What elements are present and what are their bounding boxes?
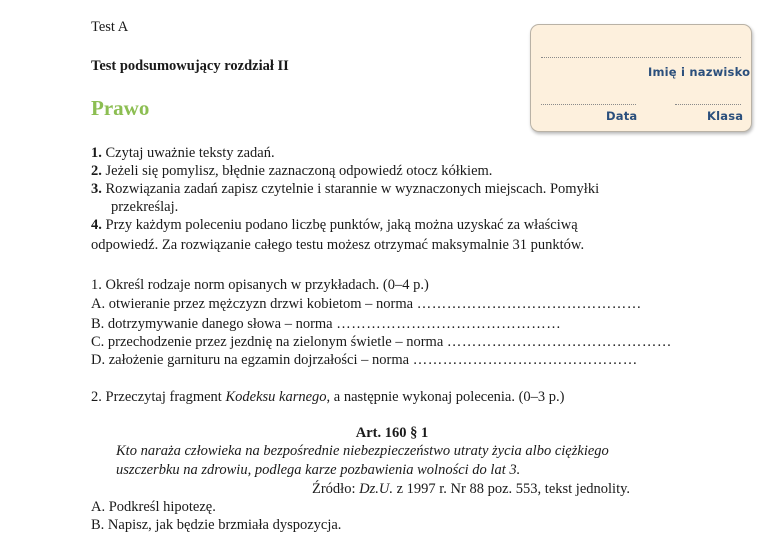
instruction-number: 2. [91,163,102,179]
article-quote-line-1: Kto naraża człowieka na bezpośrednie niebezpieczeństwo utraty życia albo ciężkiego [116,443,609,459]
test-label: Test A [91,19,129,35]
name-label: Imię i nazwisko [648,65,751,79]
name-box [530,24,752,132]
instruction-text: Przy każdym poleceniu podano liczbę punktów, jaką można uzyskać za właściwą [105,217,578,233]
subtask-a: A. Podkreśl hipotezę. [91,499,216,515]
task1-item-label: B. dotrzymywanie danego słowa – norma [91,316,333,332]
answer-blank[interactable]: ……………………………………… [336,316,562,332]
task1-item [91,296,642,313]
article-title: Art. 160 § 1 [355,425,429,441]
source-label: Źródło: [312,481,360,497]
task1-item-label: D. założenie garnituru na egzamin dojrzałości – norma [91,352,410,368]
instruction-text: Jeżeli się pomylisz, błędnie zaznaczoną odpowiedź otocz kółkiem. [105,163,493,179]
task1-item [91,316,561,333]
task2-prompt-text: 2. Przeczytaj fragment [91,389,226,405]
instruction-number: 3. [91,181,102,197]
task1-item-label: A. otwieranie przez mężczyzn drzwi kobietom – norma [91,296,414,312]
class-label: Klasa [707,109,744,123]
article-quote-line-2: uszczerbku na zdrowiu, podlega karze pozbawienia wolności do lat 3. [116,462,521,478]
task1-item [91,334,672,351]
subtask-b: B. Napisz, jak będzie brzmiała dyspozycja. [91,517,342,533]
instruction-text-continued: przekreślaj. [111,199,179,215]
answer-blank[interactable]: ……………………………………… [416,296,642,312]
task1-item-label: C. przechodzenie przez jezdnię na zielonym świetle – norma [91,334,444,350]
instruction-item [91,145,275,162]
section-title: Prawo [91,96,150,120]
instruction-item [91,217,578,234]
source-details: z 1997 r. Nr 88 poz. 553, tekst jednolity. [392,481,631,497]
task1-item [91,352,638,369]
article-source [312,481,630,498]
instruction-number: 4. [91,217,102,233]
instruction-text-continued: odpowiedź. Za rozwiązanie całego testu możesz otrzymać maksymalnie 31 punktów. [91,237,585,253]
instruction-item [91,163,492,180]
instruction-text: Czytaj uważnie teksty zadań. [105,145,275,161]
test-title: Test podsumowujący rozdział II [91,58,289,74]
answer-blank[interactable]: ……………………………………… [412,352,638,368]
answer-blank[interactable]: ……………………………………… [446,334,672,350]
instruction-item [91,181,599,198]
task1-prompt: 1. Określ rodzaje norm opisanych w przykładach. (0–4 p.) [91,277,429,293]
instruction-number: 1. [91,145,102,161]
task2-prompt [91,389,565,406]
date-line[interactable] [541,104,636,105]
source-journal: Dz.U. [359,481,393,497]
task2-prompt-source: Kodeksu karnego [225,389,327,405]
class-line[interactable] [675,104,741,105]
instruction-text: Rozwiązania zadań zapisz czytelnie i starannie w wyznaczonych miejscach. Pomyłki [105,181,600,197]
name-line[interactable] [541,57,741,58]
date-label: Data [606,109,638,123]
task2-prompt-text-end: , a następnie wykonaj polecenia. (0–3 p.) [326,389,565,405]
